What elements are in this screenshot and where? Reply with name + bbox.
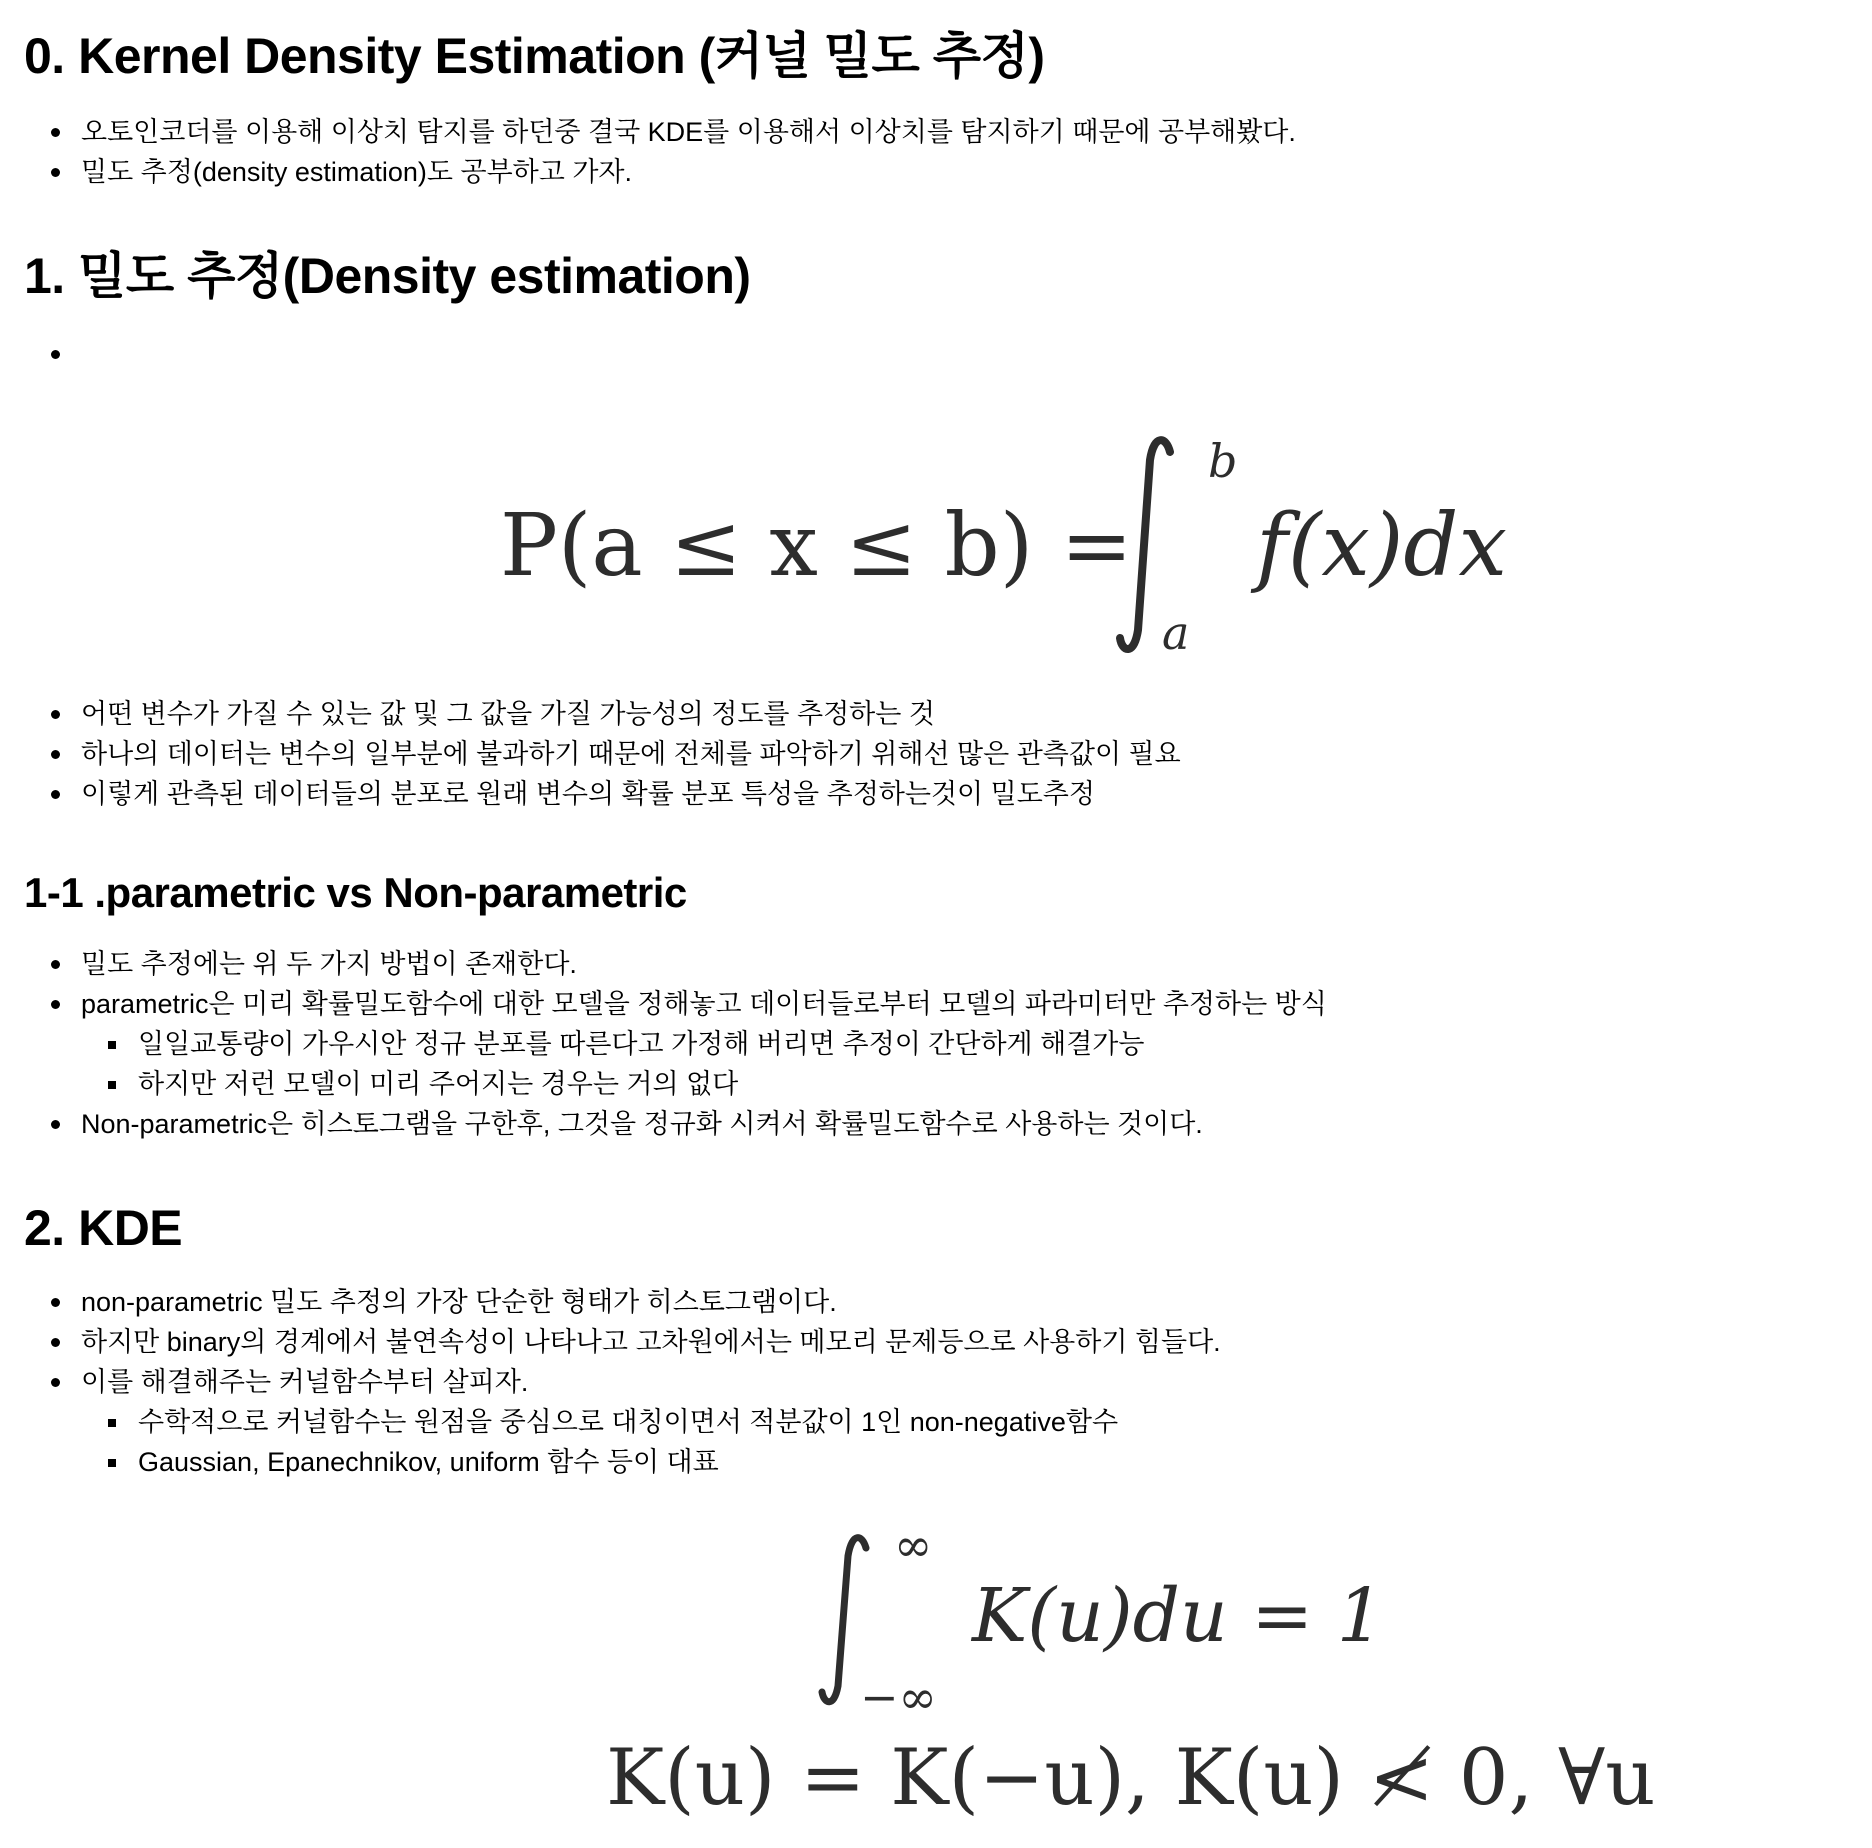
sub-list-item: 하지만 저런 모델이 미리 주어지는 경우는 거의 없다	[24, 1064, 1327, 1104]
integral-lower-limit: −∞	[860, 1670, 937, 1724]
heading-kde-section: 2. KDE	[24, 1200, 183, 1256]
list-item: 하지만 binary의 경계에서 불연속성이 나타나고 고차원에서는 메모리 문제등으로 사용하기 힘들다.	[24, 1322, 1221, 1362]
empty-bullet-list	[24, 334, 81, 374]
list-item: 하나의 데이터는 변수의 일부분에 불과하기 때문에 전체를 파악하기 위해선 많은 관측값이 필요	[24, 734, 1181, 774]
list-item: 오토인코더를 이용해 이상치 탐지를 하던중 결국 KDE를 이용해서 이상치를 탐지하기 때문에 공부해봤다.	[24, 112, 1296, 152]
list-item: 이를 해결해주는 커널함수부터 살피자.	[24, 1362, 1221, 1402]
probability-integral-formula	[500, 430, 1560, 670]
list-item: 밀도 추정에는 위 두 가지 방법이 존재한다.	[24, 944, 1327, 984]
empty-list-item	[24, 334, 81, 374]
kde-list	[24, 1282, 1221, 1482]
density-estimation-list	[24, 694, 1181, 814]
heading-density-estimation: 1. 밀도 추정(Density estimation)	[24, 248, 751, 304]
intro-list	[24, 112, 1296, 192]
list-item: 이렇게 관측된 데이터들의 분포로 원래 변수의 확률 분포 특성을 추정하는것이 밀도추정	[24, 774, 1181, 814]
integral-upper-limit: ∞	[894, 1518, 933, 1572]
integral-lower-limit: a	[1162, 606, 1190, 660]
list-item: 어떤 변수가 가질 수 있는 값 및 그 값을 가질 가능성의 정도를 추정하는 것	[24, 694, 1181, 734]
sub-list-item: 일일교통량이 가우시안 정규 분포를 따른다고 가정해 버리면 추정이 간단하게 해결가능	[24, 1024, 1327, 1064]
sub-list-item: Gaussian, Epanechnikov, uniform 함수 등이 대표	[24, 1442, 1221, 1482]
kernel-normalization-formula	[820, 1518, 1384, 1724]
parametric-list	[24, 944, 1327, 1144]
heading-kde: 0. Kernel Density Estimation (커널 밀도 추정)	[24, 28, 1045, 84]
sub-list-item: 수학적으로 커널함수는 원점을 중심으로 대칭이면서 적분값이 1인 non-negative함수	[24, 1402, 1221, 1442]
list-item: non-parametric 밀도 추정의 가장 단순한 형태가 히스토그램이다.	[24, 1282, 1221, 1322]
formula-rhs: f(x)dx	[1256, 496, 1507, 596]
list-item: 밀도 추정(density estimation)도 공부하고 가자.	[24, 152, 1296, 192]
list-item: parametric은 미리 확률밀도함수에 대한 모델을 정해놓고 데이터들로부터 모델의 파라미터만 추정하는 방식	[24, 984, 1327, 1024]
kernel-symmetry-formula: K(u) = K(−u), K(u) ≮ 0, ∀u	[606, 1733, 1656, 1823]
formula-lhs: P(a ≤ x ≤ b) =	[500, 496, 1133, 596]
heading-parametric-vs-nonparametric: 1-1 .parametric vs Non-parametric	[24, 869, 687, 916]
list-item: Non-parametric은 히스토그램을 구한후, 그것을 정규화 시켜서 확률밀도함수로 사용하는 것이다.	[24, 1104, 1327, 1144]
integral-upper-limit: b	[1208, 434, 1238, 488]
formula-rhs: K(u)du = 1	[972, 1573, 1384, 1659]
